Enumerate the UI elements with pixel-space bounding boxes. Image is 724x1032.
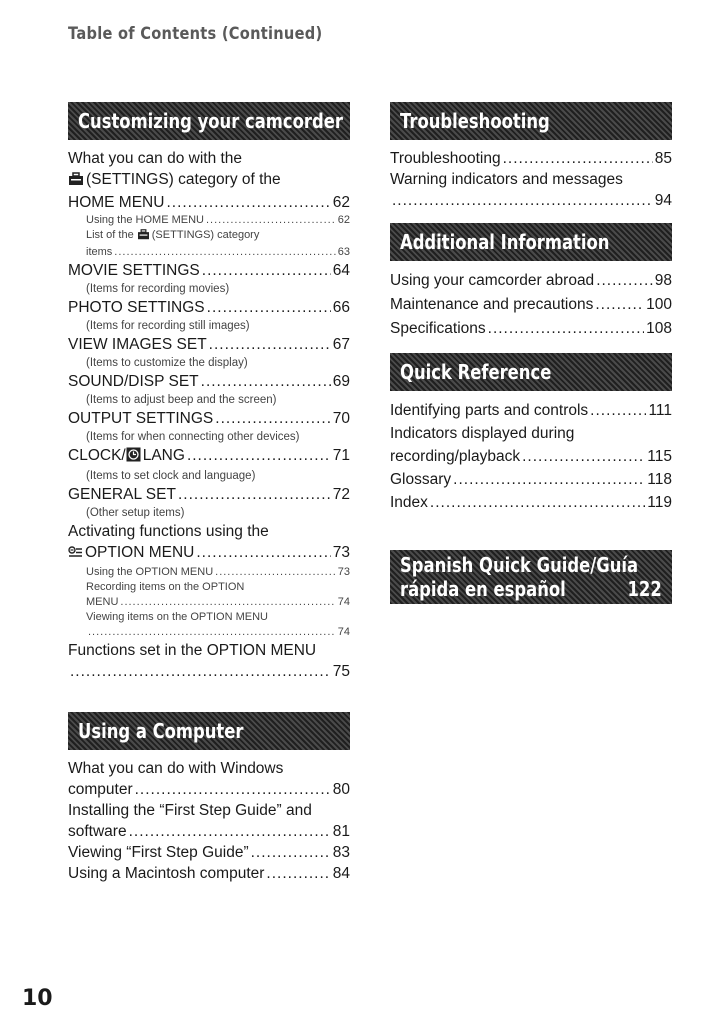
section-banner-troubleshooting: Troubleshooting [390,102,672,140]
toc-entry-what-you-can-do[interactable]: What you can do with the (SETTINGS) category of the HOME MENU ..... 62 [68,148,350,213]
section-banner-computer: Using a Computer [68,712,350,750]
page-header: Table of Contents (Continued) [68,24,323,44]
toc-entry-troubleshooting[interactable]: Troubleshooting ..... 85 [390,148,672,169]
toc-entry-output-settings[interactable]: OUTPUT SETTINGS ..... 70 (Items for when connecting other devices) [68,408,350,445]
settings-toolbox-icon [68,171,84,192]
section-banner-customizing: Customizing your camcorder [68,102,350,140]
toc-entry-general-set[interactable]: GENERAL SET ..... 72 (Other setup items) [68,484,350,521]
toc-entry-indicators[interactable]: Indicators displayed during recording/playback ..... 115 [390,422,672,468]
toc-entry-movie-settings[interactable]: MOVIE SETTINGS ..... 64 (Items for recording movies) [68,260,350,297]
clock-lang-icon [126,447,141,468]
toc-entry-windows[interactable]: What you can do with Windows computer ..... 80 [68,758,350,800]
toc-entry-specifications[interactable]: Specifications ..... 108 [390,317,672,341]
subentry[interactable]: Using the HOME MENU ..... 62 [86,213,350,228]
toc-entry-warning-indicators[interactable]: Warning indicators and messages ..... 94 [390,169,672,211]
toc-entry-abroad[interactable]: Using your camcorder abroad ..... 98 [390,269,672,293]
subentry[interactable]: Recording items on the OPTION [86,581,245,593]
page-number: 10 [22,986,53,1011]
section-banner-additional: Additional Information [390,223,672,261]
toc-entry-functions-option-menu[interactable]: Functions set in the OPTION MENU ..... 75 [68,640,350,682]
toc-entry-sound-disp-set[interactable]: SOUND/DISP SET ..... 69 (Items to adjust beep and the screen) [68,371,350,408]
toc-entry-activating-functions[interactable]: Activating functions using the OPTION MENU ..... 73 [68,521,350,565]
toc-entry-clock-lang[interactable]: CLOCK/ LANG ..... 71 (Items to set clock and language) [68,445,350,484]
toc-entry-viewing-guide[interactable]: Viewing “First Step Guide” ..... 83 [68,842,350,863]
subentry[interactable]: List of the (SETTINGS) category [86,228,350,245]
toc-entry-photo-settings[interactable]: PHOTO SETTINGS ..... 66 (Items for recording still images) [68,297,350,334]
spanish-guide-page: 122 [627,577,662,601]
section-banner-quickref: Quick Reference [390,353,672,391]
toc-entry-glossary[interactable]: Glossary ..... 118 [390,468,672,491]
toc-entry-index[interactable]: Index ..... 119 [390,491,672,514]
toc-entry-view-images-set[interactable]: VIEW IMAGES SET ..... 67 (Items to customize the display) [68,334,350,371]
right-column [390,102,672,604]
left-column [68,102,350,884]
subentry[interactable]: Viewing items on the OPTION MENU [86,611,268,623]
settings-toolbox-icon [137,229,150,245]
toc-entry-identifying-parts[interactable]: Identifying parts and controls ..... 111 [390,399,672,422]
toc-entry-installing[interactable]: Installing the “First Step Guide” and software ..... 81 [68,800,350,842]
toc-entry-maintenance[interactable]: Maintenance and precautions ..... 100 [390,293,672,317]
toc-entry-macintosh[interactable]: Using a Macintosh computer ..... 84 [68,863,350,884]
subentry-group: Using the OPTION MENU ..... 73 Recording items on the OPTION MENU ..... 74 Viewing items on the OPTION MENU ..... 74 [68,565,350,640]
subentry-group: Using the HOME MENU ..... 62 List of the (SETTINGS) category items ..... 63 [68,213,350,260]
section-banner-spanish-guide[interactable]: Spanish Quick Guide/Guía rápida en español 122 [390,550,672,604]
option-menu-icon [68,544,83,565]
subentry[interactable]: Using the OPTION MENU ..... 73 [86,565,350,580]
